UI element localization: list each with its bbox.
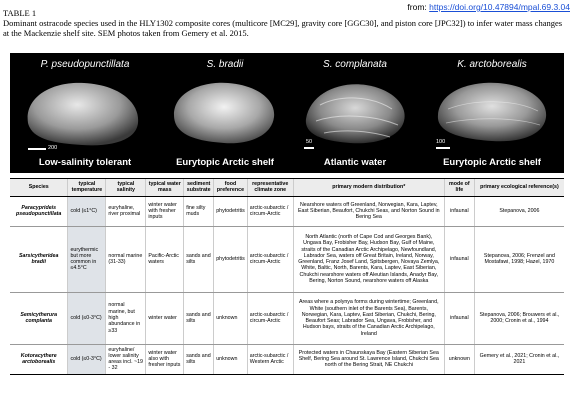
table-caption: Dominant ostracode species used in the HLY1302 composite cores (multicore [MC29], gravity core [GGC30], and piston core [JPC32]) to infer water mass changes at the Mackenzie shelf site. SEM photos taken from Gemery et al. 2015. xyxy=(3,18,563,38)
distribution-cell: North Atlantic (north of Cape Cod and Georges Bank), Ungava Bay, Frobisher Bay, Hudson Bay, Gulf of Maine, straits of the Canadian Arctic Archipelago, Newfoundland, Labrador Sea, waters off Great Britain, Ireland, Norway, Greenland, Franz Josef Land, Spitsbergen, Novaya Zemlya, White, Baltic, North, Barents, Kara, Laptev, East Siberian, Chukchi nearshore waters off Aleutian Islands, Anadyr Bay, Bering, Norton Sound, nearshore waters off Alaska xyxy=(293,226,444,292)
distribution-cell: Nearshore waters off Greenland, Norwegian, Kara, Laptev, East Siberian, Beaufort, Chukchi Seas, and Norton Sound in Bering Sea xyxy=(293,196,444,226)
col-header-climate: representative climate zone xyxy=(247,179,293,197)
salinity-cell: normal marine (31-33) xyxy=(106,226,146,292)
species-cell: Kotoracythere arctoborealis xyxy=(10,344,68,374)
reference-cell: Stepanova, 2006; Frenzel and Mostafawi, 1998; Hazel, 1970 xyxy=(474,226,564,292)
col-header-species: Species xyxy=(10,179,68,197)
temperature-cell: cold (≤1°C) xyxy=(68,196,106,226)
substrate-cell: sands and silts xyxy=(184,226,214,292)
mode-cell: infaunal xyxy=(444,292,474,344)
substrate-cell: sands and silts xyxy=(184,292,214,344)
doi-link[interactable]: https://doi.org/10.47894/mpal.69.3.04 xyxy=(429,2,570,12)
water-mass-cell: winter water with fresher inputs xyxy=(146,196,184,226)
food-cell: unknown xyxy=(214,344,248,374)
table-label: TABLE 1 xyxy=(3,8,37,18)
salinity-cell: normal marine, but high abundance in ≥33 xyxy=(106,292,146,344)
band-title: Eurytopic Arctic shelf xyxy=(443,157,541,168)
water-mass-cell: winter water also with fresher inputs xyxy=(146,344,184,374)
scale-label: 100 xyxy=(436,139,446,145)
ostracode-shell-image xyxy=(170,77,280,149)
food-cell: phytodetritis xyxy=(214,196,248,226)
temperature-cell: cold (≤0-3°C) xyxy=(68,292,106,344)
sem-panel-4 xyxy=(420,53,564,173)
climate-cell: arctic-subarctic / circum-Arctic xyxy=(247,292,293,344)
scale-label: 50 xyxy=(306,139,313,145)
col-header-reference: primary ecological reference(s) xyxy=(474,179,564,197)
band-title: Atlantic water xyxy=(323,157,387,168)
sem-panel-2 xyxy=(160,53,290,173)
from-label: from: xyxy=(407,2,427,12)
reference-cell: Stepanova, 2006 xyxy=(474,196,564,226)
food-cell: phytodetritis xyxy=(214,226,248,292)
species-table xyxy=(10,178,564,375)
salinity-cell: euryhaline, river proximal xyxy=(106,196,146,226)
col-header-substrate: sediment substrate xyxy=(184,179,214,197)
ostracode-shell-image xyxy=(300,75,412,149)
band-title: Eurytopic Arctic shelf xyxy=(176,157,274,168)
scale-label: 200 xyxy=(48,145,58,151)
climate-cell: arctic-subarctic / circum-Arctic xyxy=(247,196,293,226)
species-title: S. complanata xyxy=(323,59,387,70)
col-header-water-mass: typical water mass xyxy=(146,179,184,197)
mode-cell: infaunal xyxy=(444,196,474,226)
table-row xyxy=(10,196,564,226)
sem-panel-3 xyxy=(290,53,420,173)
ostracode-shell-image xyxy=(22,75,144,151)
distribution-cell: Areas where a polynya forms during wintertime; Greenland, White (southern inlet of the Barents Sea), Barents, Norwegian, Kara, Laptev, East Siberian, Chukchi, Bering, Beaufort Seas; Labrador Sea, Ungava, Frobisher, and Hudson bays, straits of the Canadian Arctic Archipelago, Ireland xyxy=(293,292,444,344)
water-mass-cell: winter water xyxy=(146,292,184,344)
water-mass-cell: Pacific-Arctic waters xyxy=(146,226,184,292)
col-header-temperature: typical temperature xyxy=(68,179,106,197)
climate-cell: arctic-subarctic / circum-Arctic xyxy=(247,226,293,292)
table-header-row xyxy=(10,179,564,197)
mode-cell: infaunal xyxy=(444,226,474,292)
food-cell: unknown xyxy=(214,292,248,344)
col-header-food: food preference xyxy=(214,179,248,197)
climate-cell: arctic-subarctic / Western Arctic xyxy=(247,344,293,374)
mode-cell: unknown xyxy=(444,344,474,374)
species-title: K. arctoborealis xyxy=(457,59,527,70)
source-note xyxy=(407,2,570,12)
table-row xyxy=(10,292,564,344)
salinity-cell: euryhaline/ lower salinity areas incl. ~19 - 32 xyxy=(106,344,146,374)
col-header-distribution: primary modern distribution* xyxy=(293,179,444,197)
temperature-cell: eurythermic but more common in ≤4.5°C xyxy=(68,226,106,292)
table-row xyxy=(10,226,564,292)
sem-photo-panel xyxy=(10,53,564,173)
temperature-cell: cold (≤0-3°C) xyxy=(68,344,106,374)
substrate-cell: sands and silts xyxy=(184,344,214,374)
band-title: Low-salinity tolerant xyxy=(38,157,132,168)
ostracode-shell-image xyxy=(434,75,552,149)
sem-panel-1 xyxy=(10,53,160,173)
reference-cell: Gemery et al., 2021; Cronin et al., 2021 xyxy=(474,344,564,374)
reference-cell: Stepanova, 2006; Brouwers et al., 2000; Cronin et al., 1994 xyxy=(474,292,564,344)
distribution-cell: Protected waters in Chaunskaya Bay (Eastern Siberian Sea Shelf, Bering Sea around St. Lawrence Island, Chukchi Sea north of the Bering Strait, NE Chukchi xyxy=(293,344,444,374)
species-cell: Paracyprideis pseudopunctillata xyxy=(10,196,68,226)
table-row xyxy=(10,344,564,374)
species-cell: Sarsicytheridea bradii xyxy=(10,226,68,292)
substrate-cell: fine silty muds xyxy=(184,196,214,226)
species-title: S. bradii xyxy=(206,59,244,70)
col-header-mode: mode of life xyxy=(444,179,474,197)
species-title: P. pseudopunctillata xyxy=(40,59,130,70)
species-cell: Semicytherura complanta xyxy=(10,292,68,344)
col-header-salinity: typical salinity xyxy=(106,179,146,197)
